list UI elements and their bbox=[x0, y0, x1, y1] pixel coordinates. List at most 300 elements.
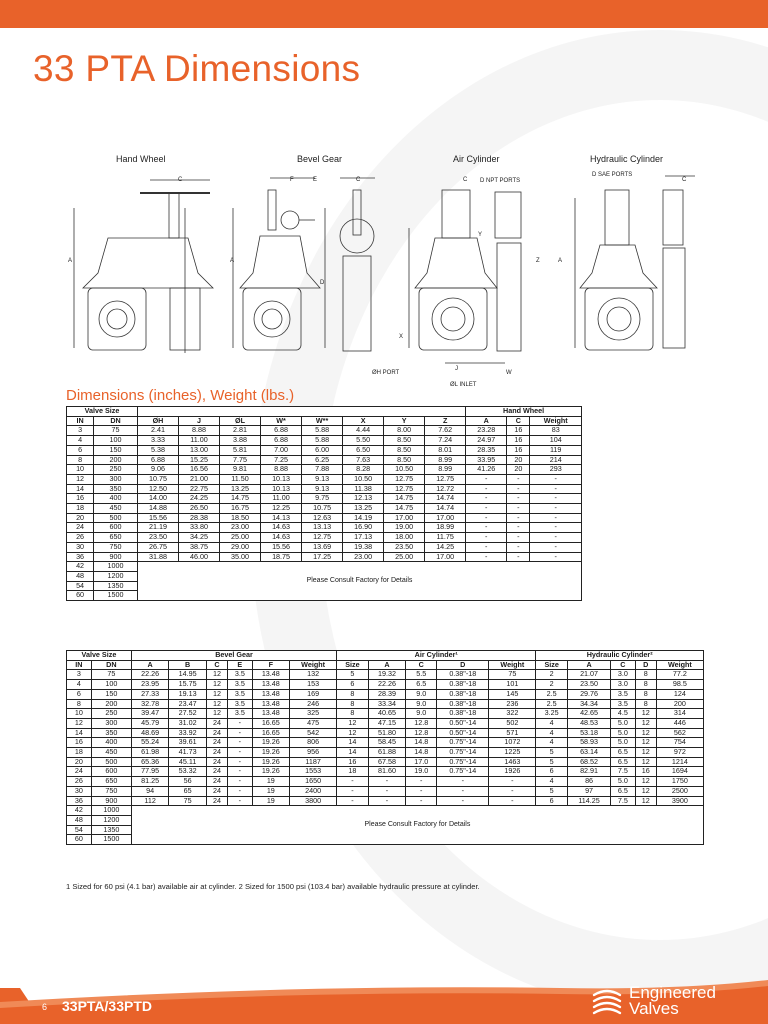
table-cell: 5 bbox=[536, 757, 568, 767]
table-cell: 3.5 bbox=[228, 709, 252, 719]
table-cell: 27.52 bbox=[169, 709, 207, 719]
table-cell: 42 bbox=[67, 562, 94, 572]
table-cell: 250 bbox=[94, 465, 138, 475]
table-cell: 30 bbox=[67, 786, 92, 796]
column-header: D bbox=[437, 660, 489, 670]
dim-callout: F bbox=[290, 177, 294, 183]
table-cell: 20 bbox=[507, 465, 530, 475]
diagram-label-bevel-gear: Bevel Gear bbox=[297, 154, 343, 164]
table-cell: - bbox=[228, 728, 252, 738]
table-cell: - bbox=[466, 533, 507, 543]
table-cell: 8 bbox=[635, 689, 656, 699]
table-row bbox=[67, 474, 582, 484]
table-cell: 48.69 bbox=[131, 728, 169, 738]
table-cell: - bbox=[530, 484, 582, 494]
technical-drawing-svg bbox=[60, 148, 720, 388]
column-header: A bbox=[131, 660, 169, 670]
table-cell: 250 bbox=[91, 709, 131, 719]
table-cell: 61.98 bbox=[131, 748, 169, 758]
table-cell: 150 bbox=[94, 445, 138, 455]
brand-logo bbox=[590, 985, 716, 1017]
column-header: Y bbox=[384, 416, 425, 426]
table-cell: 16.65 bbox=[252, 718, 290, 728]
table-cell: - bbox=[507, 474, 530, 484]
table-cell: 4 bbox=[67, 680, 92, 690]
table-cell: 12 bbox=[635, 777, 656, 787]
table-cell: 5.0 bbox=[611, 738, 635, 748]
table-cell: - bbox=[530, 542, 582, 552]
table-cell: 13.48 bbox=[252, 680, 290, 690]
table-cell: - bbox=[228, 796, 252, 806]
table-cell: 8 bbox=[337, 709, 369, 719]
table-cell: 54 bbox=[67, 581, 94, 591]
column-header: Weight bbox=[489, 660, 536, 670]
table-cell: 8.00 bbox=[384, 426, 425, 436]
table-cell: 14.74 bbox=[425, 504, 466, 514]
table-cell: - bbox=[466, 513, 507, 523]
table-cell: 1750 bbox=[656, 777, 703, 787]
table-cell: 119 bbox=[530, 445, 582, 455]
table-cell: 24 bbox=[206, 718, 227, 728]
table-cell: 12.8 bbox=[406, 728, 437, 738]
table-cell: 1650 bbox=[290, 777, 337, 787]
table-cell: 16.65 bbox=[252, 728, 290, 738]
column-header: Z bbox=[425, 416, 466, 426]
table-cell: - bbox=[228, 748, 252, 758]
table-cell: 14.8 bbox=[406, 748, 437, 758]
table-cell: 53.18 bbox=[567, 728, 610, 738]
table-cell: 12.63 bbox=[302, 513, 343, 523]
table-cell: 19.0 bbox=[406, 767, 437, 777]
table-cell: 98.5 bbox=[656, 680, 703, 690]
table-cell: - bbox=[368, 777, 406, 787]
table-cell: 45.79 bbox=[131, 718, 169, 728]
table-cell: 24 bbox=[206, 796, 227, 806]
table-cell: 0.50"-14 bbox=[437, 728, 489, 738]
table-cell: 325 bbox=[290, 709, 337, 719]
table-cell: - bbox=[466, 542, 507, 552]
table-cell: 20 bbox=[507, 455, 530, 465]
table-cell: 9.0 bbox=[406, 709, 437, 719]
table-cell: 24 bbox=[67, 523, 94, 533]
table-cell: 200 bbox=[94, 455, 138, 465]
group-header-valve-size: Valve Size bbox=[67, 651, 132, 661]
table-cell: - bbox=[507, 484, 530, 494]
table-cell: 754 bbox=[656, 738, 703, 748]
table-cell: 14.00 bbox=[137, 494, 178, 504]
air-cylinder-valve-drawing bbox=[409, 190, 521, 363]
table-cell: 14.74 bbox=[425, 494, 466, 504]
table-cell: - bbox=[530, 513, 582, 523]
table-cell: 16 bbox=[507, 436, 530, 446]
table-cell: 17.00 bbox=[425, 552, 466, 562]
table-cell: 5 bbox=[536, 786, 568, 796]
table-cell: 5.81 bbox=[220, 445, 261, 455]
dim-callout: ØL INLET bbox=[450, 382, 477, 388]
table-cell: 13.48 bbox=[252, 699, 290, 709]
table-cell: 12 bbox=[635, 709, 656, 719]
table-cell: - bbox=[466, 484, 507, 494]
table-cell: 16 bbox=[67, 738, 92, 748]
table-cell: 8.28 bbox=[343, 465, 384, 475]
table-cell: 24 bbox=[206, 767, 227, 777]
table-cell: 94 bbox=[131, 786, 169, 796]
table-cell: 3.88 bbox=[220, 436, 261, 446]
table-cell: 600 bbox=[91, 767, 131, 777]
dim-callout: A bbox=[230, 258, 235, 264]
table-cell: 8.88 bbox=[261, 465, 302, 475]
table-cell: 14 bbox=[67, 728, 92, 738]
table-cell: 22.26 bbox=[368, 680, 406, 690]
table-cell: 16 bbox=[635, 767, 656, 777]
table-row bbox=[67, 445, 582, 455]
table-cell: 38.75 bbox=[178, 542, 219, 552]
table-cell: 1553 bbox=[290, 767, 337, 777]
table-cell: 246 bbox=[290, 699, 337, 709]
dim-callout: D SAE PORTS bbox=[592, 172, 633, 178]
table-cell: 19.00 bbox=[384, 523, 425, 533]
table-cell: 2.5 bbox=[536, 689, 568, 699]
column-header: F bbox=[252, 660, 290, 670]
table-cell: 18.50 bbox=[220, 513, 261, 523]
table-cell: 24.25 bbox=[178, 494, 219, 504]
table-cell: 972 bbox=[656, 748, 703, 758]
table-cell: 23.50 bbox=[137, 533, 178, 543]
table-cell: - bbox=[368, 786, 406, 796]
table-cell: 19.32 bbox=[368, 670, 406, 680]
table-row bbox=[67, 767, 704, 777]
table-cell: 19.26 bbox=[252, 738, 290, 748]
footnote: 1 Sized for 60 psi (4.1 bar) available air at cylinder. 2 Sized for 1500 psi (103.4 bar) available hydraulic pressure at cylinder. bbox=[66, 882, 480, 891]
table-cell: 18.75 bbox=[261, 552, 302, 562]
table-cell: 19 bbox=[252, 786, 290, 796]
column-header: IN bbox=[67, 416, 94, 426]
table-cell: 16.90 bbox=[343, 523, 384, 533]
table-cell: 11.00 bbox=[261, 494, 302, 504]
table-cell: 18.99 bbox=[425, 523, 466, 533]
table-cell: 8.88 bbox=[178, 426, 219, 436]
dim-callout: E bbox=[313, 177, 318, 183]
table-cell: - bbox=[466, 552, 507, 562]
table-cell: 12.75 bbox=[384, 474, 425, 484]
table-cell: 900 bbox=[91, 796, 131, 806]
table-cell: 8.99 bbox=[425, 455, 466, 465]
table-body bbox=[67, 670, 704, 845]
table-cell: 450 bbox=[91, 748, 131, 758]
table-cell: 14 bbox=[337, 738, 369, 748]
table-cell: - bbox=[228, 757, 252, 767]
table-cell: 21.19 bbox=[137, 523, 178, 533]
table-cell: - bbox=[530, 494, 582, 504]
table-cell: 26 bbox=[67, 777, 92, 787]
table-cell: 12 bbox=[206, 709, 227, 719]
table-cell: 31.88 bbox=[137, 552, 178, 562]
table-cell: 114.25 bbox=[567, 796, 610, 806]
table-cell: 132 bbox=[290, 670, 337, 680]
table-cell: 29.00 bbox=[220, 542, 261, 552]
table-cell: 75 bbox=[489, 670, 536, 680]
dim-callout: D NPT PORTS bbox=[480, 178, 521, 184]
table-cell: 11.38 bbox=[343, 484, 384, 494]
table-cell: 16 bbox=[337, 757, 369, 767]
table-cell: 14.63 bbox=[261, 523, 302, 533]
table-cell: 21.07 bbox=[567, 670, 610, 680]
table-cell: 112 bbox=[131, 796, 169, 806]
table-cell: 5.38 bbox=[137, 445, 178, 455]
table-cell: 24 bbox=[67, 767, 92, 777]
table-cell: 12.75 bbox=[302, 533, 343, 543]
consult-factory-note: Please Consult Factory for Details bbox=[137, 562, 581, 601]
table-cell: - bbox=[337, 777, 369, 787]
table-cell: 4 bbox=[536, 777, 568, 787]
group-header-spacer bbox=[137, 407, 465, 417]
table-cell: 81.25 bbox=[131, 777, 169, 787]
table-cell: 0.38"-18 bbox=[437, 709, 489, 719]
table-cell: 3 bbox=[67, 426, 94, 436]
table-cell: 0.75"-14 bbox=[437, 738, 489, 748]
table-cell: 7.5 bbox=[611, 796, 635, 806]
table-cell: 3.5 bbox=[228, 670, 252, 680]
table-cell: - bbox=[530, 504, 582, 514]
table-cell: 54 bbox=[67, 825, 92, 835]
table-cell: 63.14 bbox=[567, 748, 610, 758]
table-cell: 18.00 bbox=[384, 533, 425, 543]
column-header: Weight bbox=[290, 660, 337, 670]
table-row bbox=[67, 709, 704, 719]
table-cell: 26.50 bbox=[178, 504, 219, 514]
column-header: Weight bbox=[656, 660, 703, 670]
table-cell: 8.50 bbox=[384, 445, 425, 455]
table-cell: 26.75 bbox=[137, 542, 178, 552]
hand-wheel-dimensions-table bbox=[66, 406, 582, 601]
table-cell: - bbox=[489, 777, 536, 787]
table-cell: - bbox=[437, 796, 489, 806]
column-header: C bbox=[611, 660, 635, 670]
dim-callout: J bbox=[455, 366, 458, 372]
table-cell: 17.13 bbox=[343, 533, 384, 543]
column-header: X bbox=[343, 416, 384, 426]
table-cell: 4 bbox=[536, 728, 568, 738]
table-cell: 14.8 bbox=[406, 738, 437, 748]
dim-callout: D bbox=[320, 280, 325, 286]
table-cell: 7.24 bbox=[425, 436, 466, 446]
table-cell: 400 bbox=[94, 494, 138, 504]
table-cell: 7.5 bbox=[611, 767, 635, 777]
table-cell: 2400 bbox=[290, 786, 337, 796]
table-cell: 500 bbox=[94, 513, 138, 523]
table-cell: 450 bbox=[94, 504, 138, 514]
table-cell: 8 bbox=[635, 699, 656, 709]
table-cell: 9.81 bbox=[220, 465, 261, 475]
table-cell: 4 bbox=[536, 718, 568, 728]
table-cell: - bbox=[228, 738, 252, 748]
table-cell: 10 bbox=[67, 709, 92, 719]
table-cell: 13.25 bbox=[220, 484, 261, 494]
table-cell: 100 bbox=[91, 680, 131, 690]
page-number: 6 bbox=[42, 1002, 48, 1012]
table-cell: 8.50 bbox=[384, 455, 425, 465]
table-cell: 650 bbox=[91, 777, 131, 787]
table-cell: 24 bbox=[206, 777, 227, 787]
table-cell: 1000 bbox=[91, 806, 131, 816]
table-cell: 1225 bbox=[489, 748, 536, 758]
table-cell: - bbox=[507, 513, 530, 523]
table-cell: 1200 bbox=[94, 571, 138, 581]
table-cell: 101 bbox=[489, 680, 536, 690]
table-cell: - bbox=[437, 786, 489, 796]
group-header-air-cylinder: Air Cylinder¹ bbox=[337, 651, 536, 661]
table-cell: 23.00 bbox=[220, 523, 261, 533]
column-header: J bbox=[178, 416, 219, 426]
table-cell: 41.26 bbox=[466, 465, 507, 475]
table-cell: - bbox=[337, 786, 369, 796]
table-cell: 12 bbox=[635, 796, 656, 806]
table-cell: 2 bbox=[536, 670, 568, 680]
table-cell: 12 bbox=[635, 757, 656, 767]
table-cell: 6 bbox=[67, 689, 92, 699]
table-cell: 68.52 bbox=[567, 757, 610, 767]
table-cell: 16 bbox=[507, 426, 530, 436]
column-header: Size bbox=[337, 660, 369, 670]
table-cell: 17.00 bbox=[425, 513, 466, 523]
dim-callout: X bbox=[399, 334, 404, 340]
table-row bbox=[67, 436, 582, 446]
table-cell: 10.13 bbox=[261, 474, 302, 484]
table-cell: 19.38 bbox=[343, 542, 384, 552]
table-cell: 67.58 bbox=[368, 757, 406, 767]
table-cell: 12 bbox=[337, 718, 369, 728]
table-cell: 1200 bbox=[91, 815, 131, 825]
table-cell: 55.24 bbox=[131, 738, 169, 748]
table-cell: 5.0 bbox=[611, 718, 635, 728]
dim-callout: C bbox=[356, 177, 361, 183]
table-cell: 1214 bbox=[656, 757, 703, 767]
table-cell: 12 bbox=[635, 748, 656, 758]
table-cell: 27.33 bbox=[131, 689, 169, 699]
table-cell: 6.5 bbox=[611, 786, 635, 796]
table-cell: 650 bbox=[94, 533, 138, 543]
table-cell: 3.5 bbox=[611, 699, 635, 709]
table-cell: - bbox=[368, 796, 406, 806]
table-row bbox=[67, 796, 704, 806]
table-cell: 562 bbox=[656, 728, 703, 738]
table-cell: 33.95 bbox=[466, 455, 507, 465]
table-row bbox=[67, 504, 582, 514]
table-row bbox=[67, 533, 582, 543]
table-cell: 13.69 bbox=[302, 542, 343, 552]
table-cell: - bbox=[530, 533, 582, 543]
table-cell: - bbox=[530, 552, 582, 562]
table-cell: 32.78 bbox=[131, 699, 169, 709]
table-cell: 3.0 bbox=[611, 680, 635, 690]
table-cell: 11.75 bbox=[425, 533, 466, 543]
table-cell: 236 bbox=[489, 699, 536, 709]
table-cell: 10.75 bbox=[302, 504, 343, 514]
table-cell: 19.26 bbox=[252, 748, 290, 758]
table-cell: 12.50 bbox=[137, 484, 178, 494]
table-body bbox=[67, 426, 582, 601]
table-cell: 18 bbox=[337, 767, 369, 777]
table-cell: 2.81 bbox=[220, 426, 261, 436]
column-header: A bbox=[368, 660, 406, 670]
table-cell: 2.5 bbox=[536, 699, 568, 709]
table-cell: 750 bbox=[91, 786, 131, 796]
table-cell: 20 bbox=[67, 513, 94, 523]
column-header: A bbox=[567, 660, 610, 670]
page-title: 33 PTA Dimensions bbox=[33, 48, 361, 89]
dim-callout: C bbox=[682, 177, 687, 183]
column-header: D bbox=[635, 660, 656, 670]
table-cell: 6.88 bbox=[137, 455, 178, 465]
column-header: Weight bbox=[530, 416, 582, 426]
table-cell: 4.44 bbox=[343, 426, 384, 436]
table-cell: 33.92 bbox=[169, 728, 207, 738]
table-cell: 23.28 bbox=[466, 426, 507, 436]
table-cell: 10.13 bbox=[261, 484, 302, 494]
table-cell: 23.95 bbox=[131, 680, 169, 690]
table-cell: 350 bbox=[91, 728, 131, 738]
table-cell: 0.38"-18 bbox=[437, 670, 489, 680]
table-cell: 20 bbox=[67, 757, 92, 767]
table-cell: 23.50 bbox=[567, 680, 610, 690]
column-header: E bbox=[228, 660, 252, 670]
table-cell: - bbox=[228, 767, 252, 777]
table-cell: - bbox=[228, 718, 252, 728]
table-cell: 169 bbox=[290, 689, 337, 699]
table-cell: 14.95 bbox=[169, 670, 207, 680]
table-cell: 24 bbox=[206, 728, 227, 738]
table-cell: 12 bbox=[635, 718, 656, 728]
table-cell: 0.75"-14 bbox=[437, 767, 489, 777]
table-cell: 1500 bbox=[94, 591, 138, 601]
table-cell: 200 bbox=[91, 699, 131, 709]
table-cell: 53.32 bbox=[169, 767, 207, 777]
table-cell: 0.50"-14 bbox=[437, 718, 489, 728]
table-cell: 7.88 bbox=[302, 465, 343, 475]
table-cell: 8 bbox=[337, 699, 369, 709]
table-cell: 19.26 bbox=[252, 767, 290, 777]
table-cell: 8 bbox=[337, 689, 369, 699]
table-row bbox=[67, 562, 582, 572]
table-cell: 65.36 bbox=[131, 757, 169, 767]
table-cell: 5.0 bbox=[611, 777, 635, 787]
table-cell: 6 bbox=[67, 445, 94, 455]
table-cell: 475 bbox=[290, 718, 337, 728]
table-cell: 3.0 bbox=[611, 670, 635, 680]
table-cell: 7.62 bbox=[425, 426, 466, 436]
table-group-header-row bbox=[67, 407, 582, 417]
table-cell: 9.13 bbox=[302, 474, 343, 484]
table-cell: 300 bbox=[91, 718, 131, 728]
table-cell: 48 bbox=[67, 815, 92, 825]
table-cell: - bbox=[406, 786, 437, 796]
table-cell: 13.48 bbox=[252, 709, 290, 719]
table-cell: 24 bbox=[206, 738, 227, 748]
table-cell: 1000 bbox=[94, 562, 138, 572]
table-cell: 24 bbox=[206, 748, 227, 758]
table-row bbox=[67, 748, 704, 758]
table-cell: 7.63 bbox=[343, 455, 384, 465]
actuator-dimensions-table bbox=[66, 650, 704, 845]
table-cell: 75 bbox=[91, 670, 131, 680]
table-cell: 60 bbox=[67, 835, 92, 845]
table-cell: 12 bbox=[206, 680, 227, 690]
table-cell: 82.91 bbox=[567, 767, 610, 777]
table-cell: 48.53 bbox=[567, 718, 610, 728]
column-header: W** bbox=[302, 416, 343, 426]
table-cell: 0.38"-18 bbox=[437, 680, 489, 690]
table-cell: 14.19 bbox=[343, 513, 384, 523]
